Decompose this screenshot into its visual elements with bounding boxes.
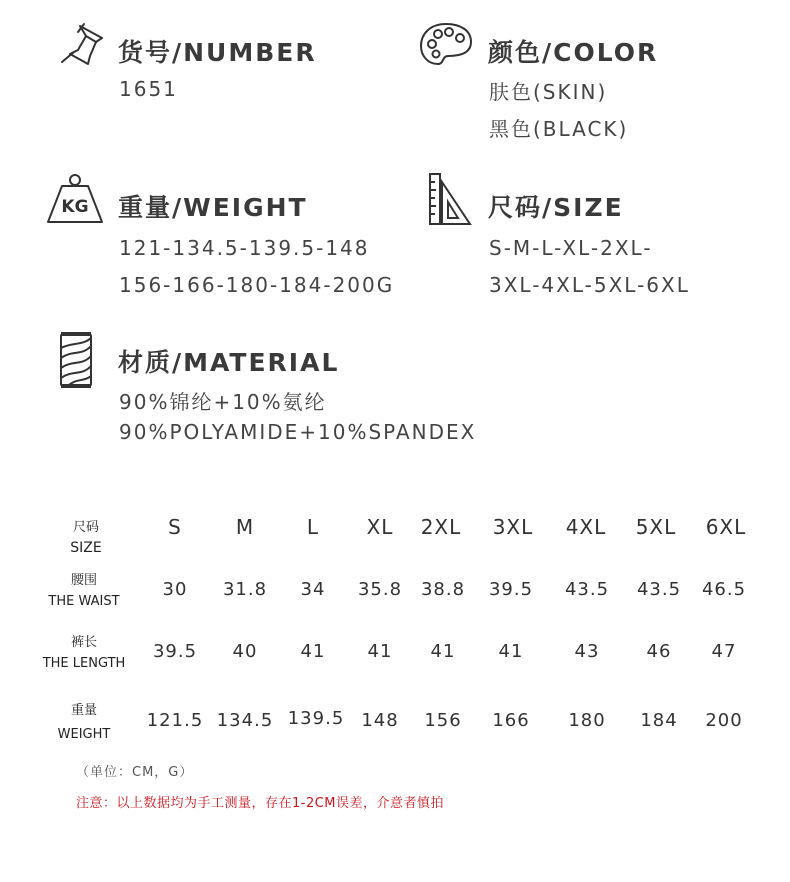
ruler-triangle-icon bbox=[428, 172, 472, 226]
spec-size-value-1: S-M-L-XL-2XL- bbox=[489, 236, 653, 260]
waist-value: 31.8 bbox=[222, 579, 268, 600]
waist-value: 43.5 bbox=[564, 579, 610, 600]
spec-color-value-1: 肤色(SKIN) bbox=[489, 80, 608, 104]
pushpin-icon bbox=[56, 20, 108, 68]
spec-number-value: 1651 bbox=[119, 77, 178, 101]
spec-weight-title: 重量/WEIGHT bbox=[118, 193, 308, 222]
spec-color-title: 颜色/COLOR bbox=[488, 38, 659, 67]
spec-number-title: 货号/NUMBER bbox=[118, 38, 317, 67]
size-header-label-cn: 尺码 bbox=[72, 520, 100, 535]
size-header-label-en: SIZE bbox=[70, 540, 102, 556]
row-length-label-cn: 裤长 bbox=[70, 635, 98, 650]
length-value: 41 bbox=[498, 641, 524, 662]
weight-value: 121.5 bbox=[146, 710, 204, 731]
length-value: 40 bbox=[232, 641, 258, 662]
spec-weight-value-1: 121-134.5-139.5-148 bbox=[119, 236, 370, 260]
length-value: 47 bbox=[711, 641, 737, 662]
fabric-roll-icon bbox=[58, 330, 94, 390]
length-value: 46 bbox=[646, 641, 672, 662]
waist-value: 34 bbox=[300, 579, 326, 600]
row-length-label bbox=[43, 632, 126, 674]
spec-weight-value-2: 156-166-180-184-200G bbox=[119, 273, 395, 297]
size-header-s: S bbox=[168, 515, 182, 539]
weight-value: 139.5 bbox=[287, 708, 345, 729]
row-weight-label bbox=[58, 700, 111, 745]
length-value: 39.5 bbox=[152, 641, 198, 662]
unit-note: （单位：CM，G） bbox=[76, 765, 194, 780]
waist-value: 30 bbox=[162, 579, 188, 600]
measurement-warning: 注意：以上数据均为手工测量，存在1-2CM误差，介意者慎拍 bbox=[76, 796, 445, 811]
row-waist-label-en: THE WAIST bbox=[48, 594, 120, 609]
palette-icon bbox=[418, 20, 474, 70]
kg-weight-icon bbox=[44, 172, 106, 226]
waist-value: 38.8 bbox=[420, 579, 466, 600]
length-value: 41 bbox=[300, 641, 326, 662]
spec-size-value-2: 3XL-4XL-5XL-6XL bbox=[489, 273, 690, 297]
size-header-2xl: 2XL bbox=[420, 515, 462, 539]
row-waist-label bbox=[48, 570, 119, 612]
size-header-4xl: 4XL bbox=[565, 515, 607, 539]
row-waist-label-cn: 腰围 bbox=[70, 573, 98, 588]
spec-material-title: 材质/MATERIAL bbox=[118, 348, 340, 377]
weight-value: 148 bbox=[361, 710, 399, 731]
size-header-xl: XL bbox=[366, 515, 394, 539]
length-value: 41 bbox=[367, 641, 393, 662]
row-length-label-en: THE LENGTH bbox=[42, 656, 126, 671]
spec-material-value-2: 90%POLYAMIDE+10%SPANDEX bbox=[119, 420, 477, 444]
size-header-l: L bbox=[306, 515, 320, 539]
row-weight-label-cn: 重量 bbox=[70, 703, 98, 718]
length-value: 41 bbox=[430, 641, 456, 662]
size-header-label bbox=[70, 517, 101, 559]
size-header-3xl: 3XL bbox=[492, 515, 534, 539]
weight-value: 200 bbox=[705, 710, 743, 731]
size-header-5xl: 5XL bbox=[635, 515, 677, 539]
weight-value: 134.5 bbox=[216, 710, 274, 731]
size-header-m: M bbox=[235, 515, 255, 539]
spec-color-value-2: 黑色(BLACK) bbox=[489, 117, 629, 141]
weight-value: 156 bbox=[424, 710, 462, 731]
row-weight-label-en: WEIGHT bbox=[57, 727, 111, 742]
weight-value: 166 bbox=[492, 710, 530, 731]
length-value: 43 bbox=[574, 641, 600, 662]
spec-size-title: 尺码/SIZE bbox=[488, 193, 624, 222]
weight-value: 184 bbox=[640, 710, 678, 731]
waist-value: 46.5 bbox=[701, 579, 747, 600]
size-header-6xl: 6XL bbox=[705, 515, 747, 539]
spec-material-value-1: 90%锦纶+10%氨纶 bbox=[119, 390, 327, 414]
kg-label: KG bbox=[61, 197, 89, 217]
weight-value: 180 bbox=[568, 710, 606, 731]
waist-value: 35.8 bbox=[357, 579, 403, 600]
waist-value: 39.5 bbox=[488, 579, 534, 600]
waist-value: 43.5 bbox=[636, 579, 682, 600]
